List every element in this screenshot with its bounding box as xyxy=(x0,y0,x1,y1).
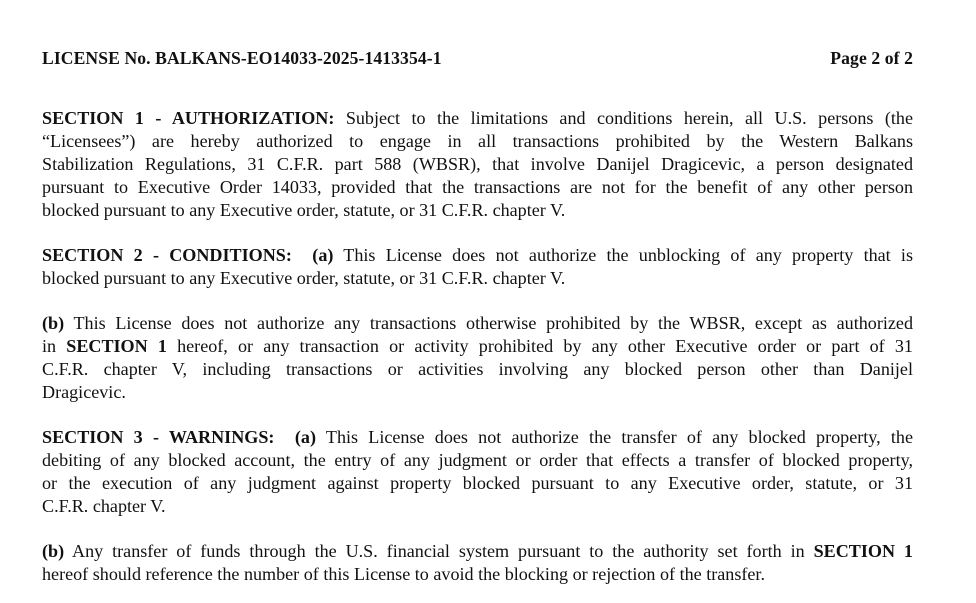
section-3b-line: (b) Any transfer of funds through the U.S. financial system pursuant to the authority set forth in SECTION 1 xyxy=(42,541,913,561)
section-1-line: Stabilization Regulations, 31 C.F.R. part 588 (WBSR), that involve Danijel Dragicevic, a person designated xyxy=(42,154,913,174)
section-reference: SECTION 1 xyxy=(66,336,167,356)
section-reference: SECTION 1 xyxy=(813,541,913,561)
license-number: LICENSE No. BALKANS-EO14033-2025-1413354-1 xyxy=(42,48,442,68)
page-indicator: Page 2 of 2 xyxy=(830,48,913,68)
section-2a-line: blocked pursuant to any Executive order, statute, or 31 C.F.R. chapter V. xyxy=(42,268,566,288)
section-2b-line: (b) This License does not authorize any transactions otherwise prohibited by the WBSR, except as authorized xyxy=(42,313,913,333)
section-3a-line: debiting of any blocked account, the entry of any judgment or order that effects a transfer of blocked property, xyxy=(42,450,913,470)
section-2-conditions-a xyxy=(42,244,913,290)
section-2-heading: SECTION 2 - CONDITIONS: xyxy=(42,245,292,265)
section-2b-line: in SECTION 1 hereof, or any transaction or activity prohibited by any other Executive order or part of 31 xyxy=(42,336,913,356)
section-3-heading: SECTION 3 - WARNINGS: xyxy=(42,427,275,447)
section-3b-line: hereof should reference the number of this License to avoid the blocking or rejection of the transfer. xyxy=(42,564,765,584)
section-2a-line: SECTION 2 - CONDITIONS: (a) This License does not authorize the unblocking of any property that is xyxy=(42,245,913,265)
section-1-authorization xyxy=(42,107,913,222)
subsection-marker: (a) xyxy=(312,245,334,265)
subsection-marker: (b) xyxy=(42,313,65,333)
subsection-marker: (a) xyxy=(294,427,316,447)
section-3a-line: or the execution of any judgment against property blocked pursuant to any Executive order, statute, or 31 xyxy=(42,473,913,493)
section-1-line: blocked pursuant to any Executive order, statute, or 31 C.F.R. chapter V. xyxy=(42,200,566,220)
section-2-conditions-b xyxy=(42,312,913,404)
section-3-warnings-a xyxy=(42,426,913,518)
section-1-line: SECTION 1 - AUTHORIZATION: Subject to the limitations and conditions herein, all U.S. persons (the xyxy=(42,108,913,128)
section-2b-line: Dragicevic. xyxy=(42,382,126,402)
page-header xyxy=(42,48,913,70)
section-3a-line: C.F.R. chapter V. xyxy=(42,496,166,516)
subsection-marker: (b) xyxy=(42,541,65,561)
section-3a-line: SECTION 3 - WARNINGS: (a) This License does not authorize the transfer of any blocked property, the xyxy=(42,427,913,447)
section-3-warnings-b xyxy=(42,540,913,586)
section-1-line: “Licensees”) are hereby authorized to engage in all transactions prohibited by the Western Balkans xyxy=(42,131,913,151)
section-1-heading: SECTION 1 - AUTHORIZATION: xyxy=(42,108,335,128)
section-2b-line: C.F.R. chapter V, including transactions or activities involving any blocked person other than Danijel xyxy=(42,359,913,379)
section-1-line: pursuant to Executive Order 14033, provided that the transactions are not for the benefit of any other person xyxy=(42,177,913,197)
